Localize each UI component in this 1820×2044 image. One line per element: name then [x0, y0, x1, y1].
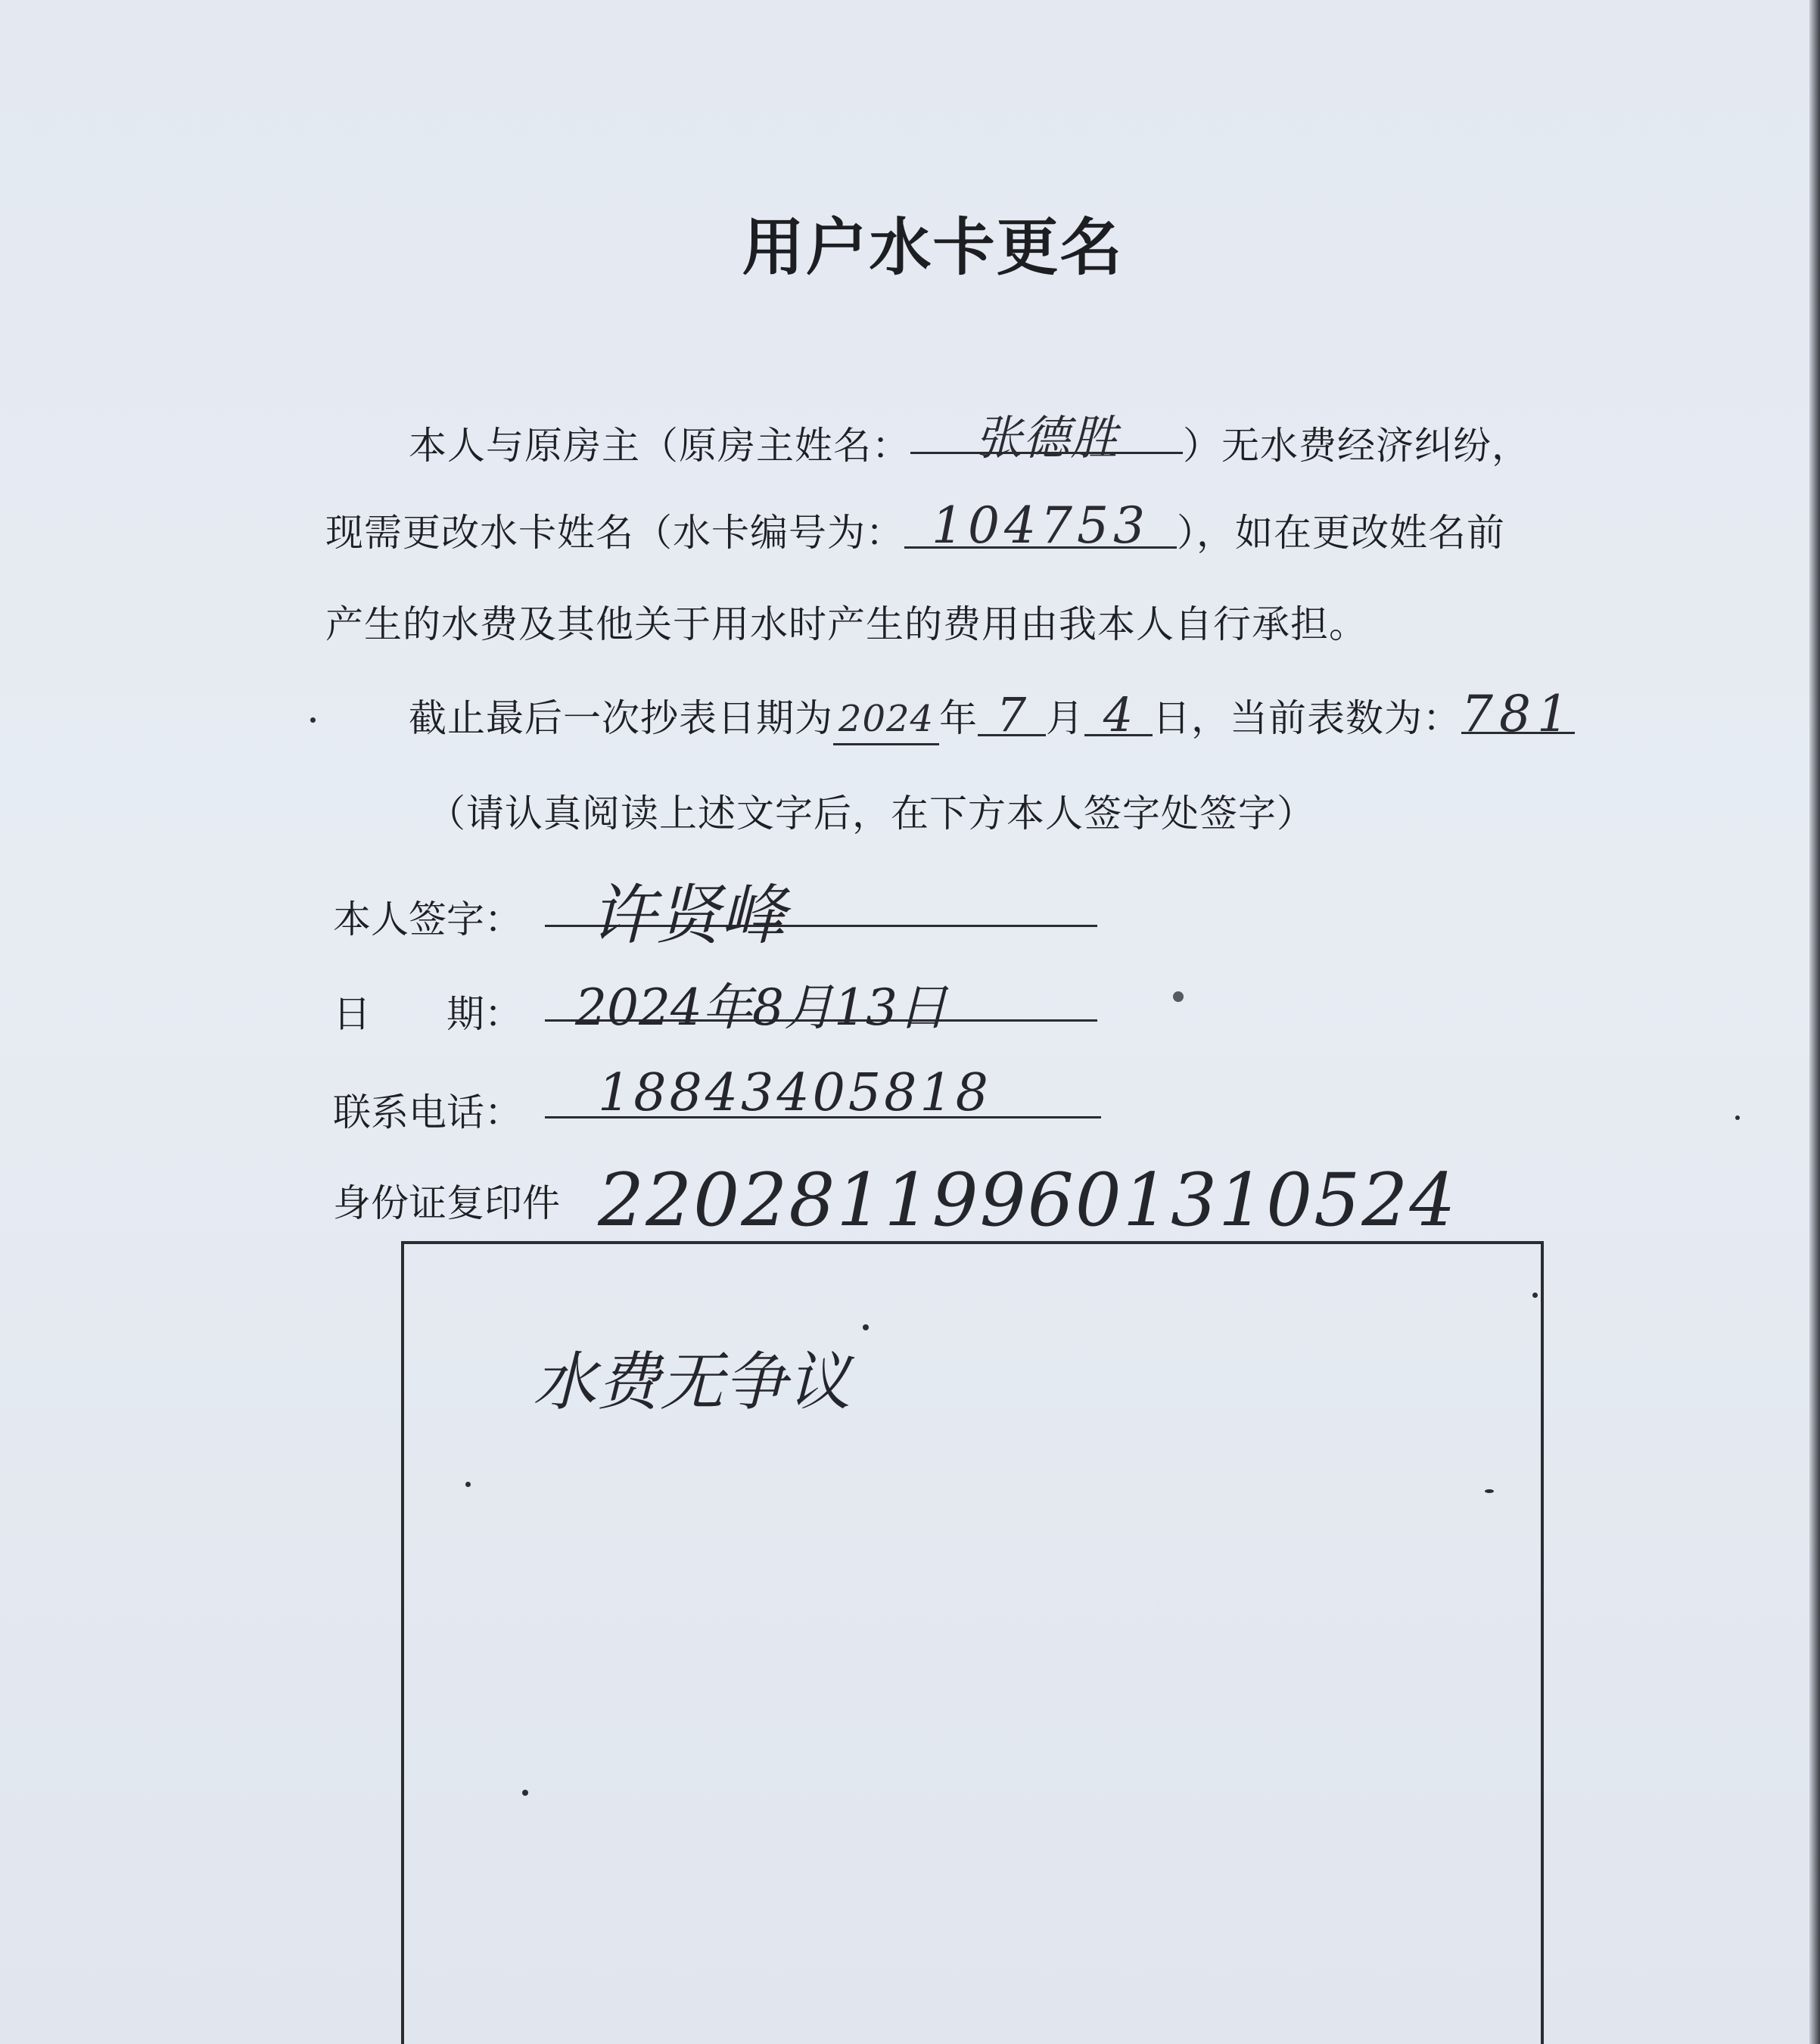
read-day-value: 4: [1103, 687, 1134, 742]
paragraph-text: ）无水费经济纠纷，: [1183, 424, 1530, 468]
meter-reading-value: 781: [1461, 685, 1575, 743]
card-number-value: 104753: [932, 496, 1150, 555]
paragraph-text: 现需更改水卡姓名（水卡编号为：: [325, 511, 904, 555]
paragraph-line-1: [409, 405, 1530, 470]
read-year-field: [833, 696, 939, 745]
ink-speck: [1532, 1293, 1538, 1298]
ink-speck: [1485, 1489, 1494, 1493]
read-month-field: [978, 687, 1046, 742]
paragraph-text: ），如在更改姓名前: [1177, 511, 1505, 555]
signature-label: 本人签字：: [333, 898, 522, 941]
paragraph-text: 本人与原房主（原房主姓名：: [409, 424, 910, 468]
paragraph-text: 年: [939, 696, 978, 740]
paper-edge-shadow: [1809, 0, 1820, 2044]
phone-label: 联系电话：: [333, 1090, 522, 1134]
paragraph-text: 日，当前表数为：: [1153, 696, 1461, 740]
ink-speck: [1735, 1115, 1740, 1120]
ink-speck: [863, 1324, 869, 1330]
document-title: 用户水卡更名: [742, 212, 1124, 284]
paragraph-line-2: [325, 496, 1505, 557]
instruction-note: （请认真阅读上述文字后，在下方本人签字处签字）: [428, 792, 1315, 835]
read-day-field: [1084, 687, 1153, 742]
former-owner-name-value: 张德胜: [975, 410, 1118, 465]
paragraph-line-4: [409, 685, 1575, 745]
card-number-field: [904, 496, 1177, 555]
phone-value: 18843405818: [598, 1063, 991, 1123]
id-number-value: 220281199601310524: [598, 1158, 1458, 1243]
ink-speck: [1173, 991, 1184, 1002]
box-note: 水费无争议: [533, 1345, 851, 1419]
paragraph-text: 产生的水费及其他关于用水时产生的费用由我本人自行承担。: [325, 602, 1367, 646]
ink-speck: [465, 1482, 471, 1487]
date-label: 日 期：: [333, 992, 522, 1036]
ink-speck: [522, 1790, 528, 1796]
read-month-value: 7: [996, 687, 1028, 742]
paragraph-text: 月: [1046, 696, 1084, 740]
date-value: 2024年8月13日: [575, 978, 947, 1037]
paragraph-line-3: [325, 594, 1367, 649]
paragraph-text: 截止最后一次抄表日期为: [409, 696, 833, 740]
read-year-value: 2024: [838, 698, 935, 740]
id-copy-box: [401, 1241, 1544, 2044]
meter-reading-field: [1461, 685, 1575, 743]
former-owner-name-field: [910, 405, 1183, 465]
signature-value: 许贤峰: [590, 878, 786, 954]
ink-speck: [310, 717, 316, 723]
id-copy-label: 身份证复印件: [333, 1181, 560, 1225]
